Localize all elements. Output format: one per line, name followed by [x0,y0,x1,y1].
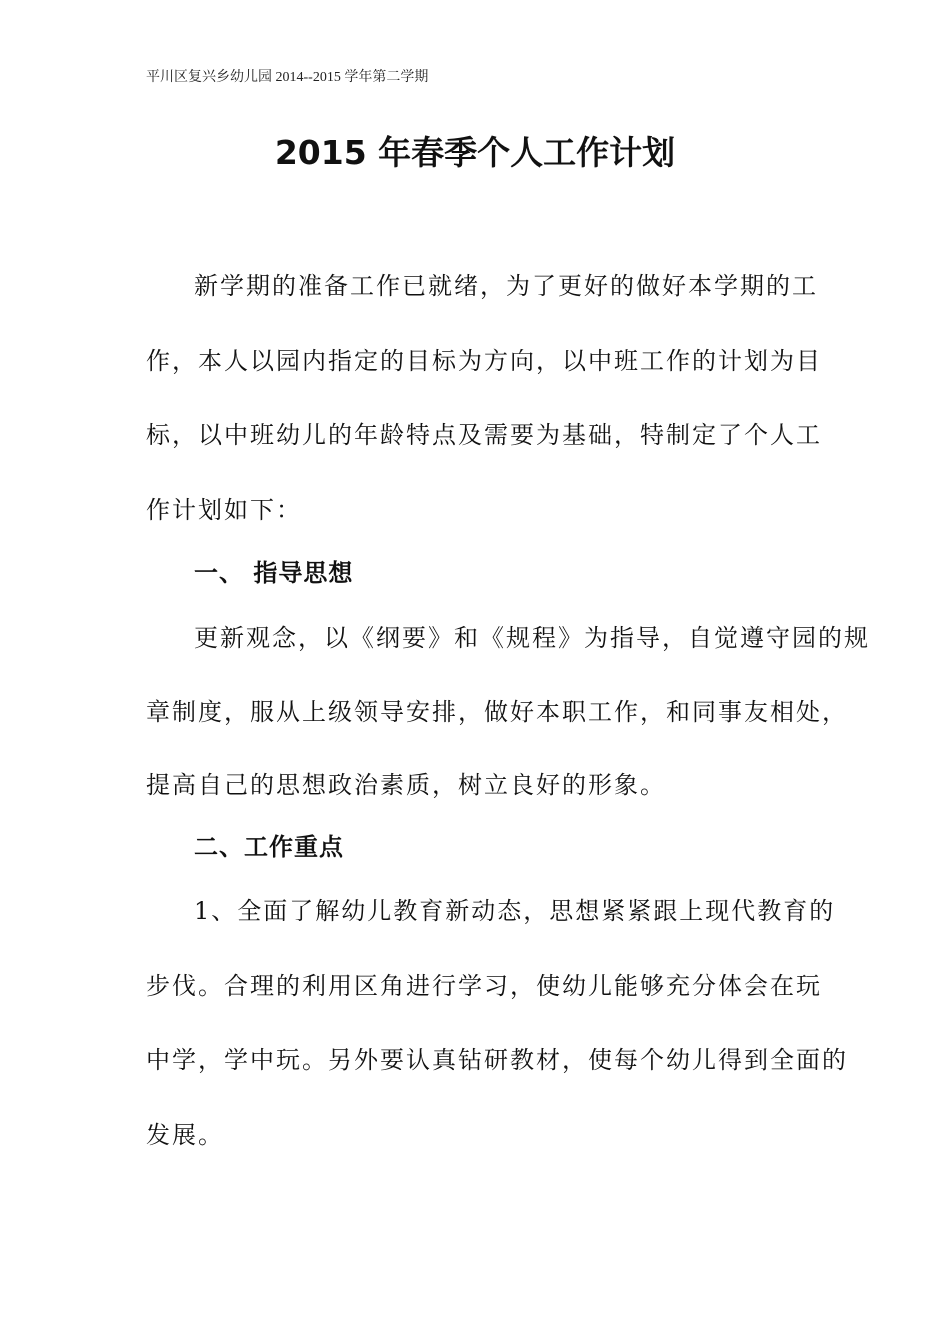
intro-line-3: 标，以中班幼儿的年龄特点及需要为基础，特制定了个人工 [146,421,822,449]
section2-heading: 二、工作重点 [194,833,344,861]
section2-line-3: 中学，学中玩。另外要认真钻研教材，使每个幼儿得到全面的 [146,1046,848,1074]
section1-line-2: 章制度，服从上级领导安排，做好本职工作，和同事友相处， [146,698,848,726]
section2-line-1: 1、全面了解幼儿教育新动态，思想紧紧跟上现代教育的 [194,897,836,925]
intro-line-4: 作计划如下： [146,496,302,524]
section2-line-2: 步伐。合理的利用区角进行学习，使幼儿能够充分体会在玩 [146,972,822,1000]
intro-line-1: 新学期的准备工作已就绪，为了更好的做好本学期的工 [194,272,818,300]
section2-line-4: 发展。 [146,1121,224,1149]
section1-line-1: 更新观念，以《纲要》和《规程》为指导，自觉遵守园的规 [194,624,870,652]
page-header: 平川区复兴乡幼儿园 2014--2015 学年第二学期 [146,70,429,85]
section1-heading: 一、 指导思想 [194,559,354,587]
intro-line-2: 作，本人以园内指定的目标为方向，以中班工作的计划为目 [146,347,822,375]
document-title: 2015 年春季个人工作计划 [274,133,676,172]
section1-line-3: 提高自己的思想政治素质，树立良好的形象。 [146,771,666,799]
